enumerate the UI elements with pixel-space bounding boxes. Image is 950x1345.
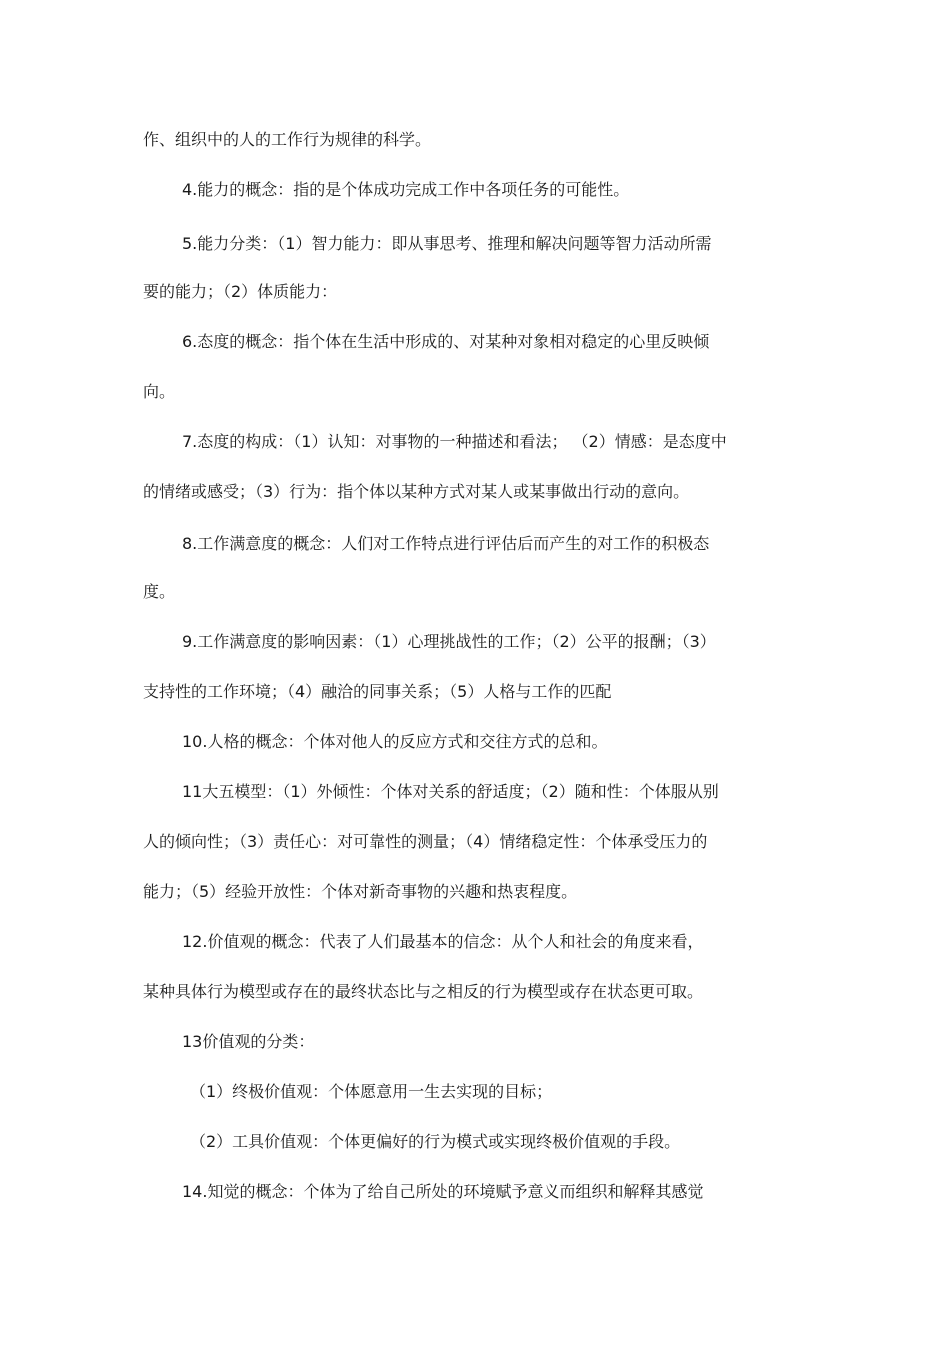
text-line: 13价值观的分类： — [182, 1032, 315, 1051]
text-line: 12.价值观的概念：代表了人们最基本的信念：从个人和社会的角度来看， — [182, 932, 704, 951]
text-line: 6.态度的概念：指个体在生活中形成的、对某种对象相对稳定的心里反映倾 — [182, 332, 710, 351]
text-line: 11大五模型：（1）外倾性：个体对关系的舒适度；（2）随和性：个体服从别 — [182, 782, 719, 801]
text-line: 能力；（5）经验开放性：个体对新奇事物的兴趣和热衷程度。 — [143, 882, 578, 901]
text-line: 作、组织中的人的工作行为规律的科学。 — [143, 130, 432, 149]
text-line: 7.态度的构成：（1）认知：对事物的一种描述和看法； （2）情感：是态度中 — [182, 432, 727, 451]
text-line: 要的能力；（2）体质能力： — [143, 282, 338, 301]
text-line: 8.工作满意度的概念：人们对工作特点进行评估后而产生的对工作的积极态 — [182, 534, 710, 553]
text-line: 10.人格的概念：个体对他人的反应方式和交往方式的总和。 — [182, 732, 608, 751]
text-line: 某种具体行为模型或存在的最终状态比与之相反的行为模型或存在状态更可取。 — [143, 982, 704, 1001]
text-line: 度。 — [143, 582, 176, 601]
text-line: 4.能力的概念：指的是个体成功完成工作中各项任务的可能性。 — [182, 180, 630, 199]
text-line: 的情绪或感受；（3）行为：指个体以某种方式对某人或某事做出行动的意向。 — [143, 482, 690, 501]
text-line: 14.知觉的概念：个体为了给自己所处的环境赋予意义而组织和解释其感觉 — [182, 1182, 704, 1201]
text-line: 5.能力分类：（1）智力能力：即从事思考、推理和解决问题等智力活动所需 — [182, 234, 712, 253]
text-line: （2）工具价值观：个体更偏好的行为模式或实现终极价值观的手段。 — [190, 1132, 681, 1151]
text-line: 支持性的工作环境；（4）融洽的同事关系；（5）人格与工作的匹配 — [143, 682, 612, 701]
text-line: （1）终极价值观：个体愿意用一生去实现的目标； — [190, 1082, 553, 1101]
text-line: 向。 — [143, 382, 176, 401]
text-line: 人的倾向性；（3）责任心：对可靠性的测量；（4）情绪稳定性：个体承受压力的 — [143, 832, 708, 851]
text-line: 9.工作满意度的影响因素：（1）心理挑战性的工作；（2）公平的报酬；（3） — [182, 632, 716, 651]
